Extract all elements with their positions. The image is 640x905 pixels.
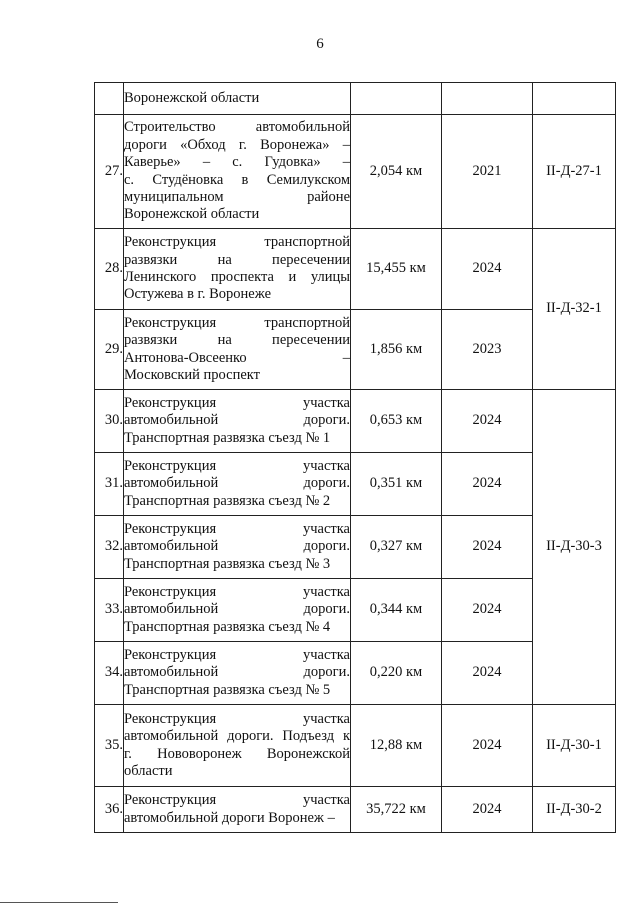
row-length: 12,88 км [351, 705, 442, 787]
row-code: II-Д-30-3 [533, 390, 616, 705]
row-length: 15,455 км [351, 229, 442, 310]
row-code: II-Д-32-1 [533, 229, 616, 390]
row-code: II-Д-30-2 [533, 787, 616, 833]
table-row [95, 787, 616, 833]
description-line: муниципальном районе [124, 188, 350, 205]
row-number: 33. [95, 579, 124, 642]
row-number: 34. [95, 642, 124, 705]
description-line: дороги «Обход г. Воронежа» – [124, 136, 350, 153]
description-line: области [124, 762, 173, 779]
description-line: с. Студёновка в Семилукском [124, 171, 350, 188]
row-description [124, 390, 351, 453]
row-length: 0,351 км [351, 453, 442, 516]
description-line: развязки на пересечении [124, 251, 350, 268]
row-length: 0,344 км [351, 579, 442, 642]
description-line: Реконструкция участка [124, 520, 350, 537]
row-length: 0,327 км [351, 516, 442, 579]
row-description [124, 453, 351, 516]
row-length [351, 83, 442, 115]
footnote-divider [0, 902, 118, 903]
row-number: 35. [95, 705, 124, 787]
row-number: 36. [95, 787, 124, 833]
page-number: 6 [316, 36, 324, 52]
row-number: 27. [95, 115, 124, 229]
description-line: автомобильной дороги Воронеж – [124, 809, 335, 826]
description-line: Ленинского проспекта и улицы [124, 269, 350, 285]
description-line: Транспортная развязка съезд № 2 [124, 492, 331, 509]
description-line: автомобильной дороги. Подъезд к [124, 728, 350, 745]
row-description [124, 229, 351, 310]
row-length: 35,722 км [351, 787, 442, 833]
row-code [533, 83, 616, 115]
description-line: Реконструкция участка [124, 792, 350, 809]
row-year: 2024 [442, 579, 533, 642]
row-number: 31. [95, 453, 124, 516]
description-line: Строительство автомобильной [124, 119, 350, 136]
row-code: II-Д-27-1 [533, 115, 616, 229]
description-line: автомобильной дороги. [124, 538, 350, 555]
description-line: Воронежской области [124, 89, 260, 106]
row-year: 2024 [442, 390, 533, 453]
row-year: 2021 [442, 115, 533, 229]
description-line: Транспортная развязка съезд № 5 [124, 681, 331, 698]
row-length: 2,054 км [351, 115, 442, 229]
description-line: Реконструкция участка [124, 394, 350, 411]
description-line: Московский проспект [124, 366, 260, 383]
description-line: Реконструкция транспортной [124, 314, 350, 331]
row-description [124, 83, 351, 115]
row-description [124, 516, 351, 579]
row-year: 2024 [442, 705, 533, 787]
row-description [124, 310, 351, 390]
row-year: 2023 [442, 310, 533, 390]
row-year [442, 83, 533, 115]
row-year: 2024 [442, 516, 533, 579]
description-line: Остужева в г. Воронеже [124, 286, 272, 303]
description-line: Реконструкция участка [124, 583, 350, 600]
description-line: Реконструкция участка [124, 457, 350, 474]
row-length: 1,856 км [351, 310, 442, 390]
description-line: автомобильной дороги. [124, 664, 350, 681]
row-year: 2024 [442, 229, 533, 310]
table-row [95, 83, 616, 115]
description-line: Транспортная развязка съезд № 1 [124, 429, 331, 446]
description-line: Транспортная развязка съезд № 3 [124, 555, 331, 572]
row-number: 32. [95, 516, 124, 579]
row-length: 0,220 км [351, 642, 442, 705]
table-row [95, 229, 616, 310]
description-line: Каверье» – с. Гудовка» – [124, 154, 350, 171]
description-line: автомобильной дороги. [124, 412, 350, 429]
roads-table [94, 82, 616, 833]
row-number [95, 83, 124, 115]
row-description [124, 787, 351, 833]
row-description [124, 642, 351, 705]
row-number: 28. [95, 229, 124, 310]
description-line: г. Нововоронеж Воронежской [124, 745, 350, 762]
description-line: автомобильной дороги. [124, 475, 350, 492]
description-line: автомобильной дороги. [124, 601, 350, 618]
row-description [124, 705, 351, 787]
row-number: 30. [95, 390, 124, 453]
row-year: 2024 [442, 642, 533, 705]
row-year: 2024 [442, 453, 533, 516]
description-line: Реконструкция участка [124, 710, 350, 727]
row-code: II-Д-30-1 [533, 705, 616, 787]
row-description [124, 115, 351, 229]
description-line: Реконструкция транспортной [124, 234, 350, 251]
description-line: развязки на пересечении [124, 332, 350, 349]
description-line: Антонова-Овсеенко – [124, 349, 350, 366]
table-row [95, 390, 616, 453]
row-number: 29. [95, 310, 124, 390]
table-row [95, 705, 616, 787]
row-description [124, 579, 351, 642]
description-line: Реконструкция участка [124, 646, 350, 663]
table-row [95, 115, 616, 229]
row-year: 2024 [442, 787, 533, 833]
description-line: Воронежской области [124, 206, 260, 223]
row-length: 0,653 км [351, 390, 442, 453]
description-line: Транспортная развязка съезд № 4 [124, 618, 331, 635]
